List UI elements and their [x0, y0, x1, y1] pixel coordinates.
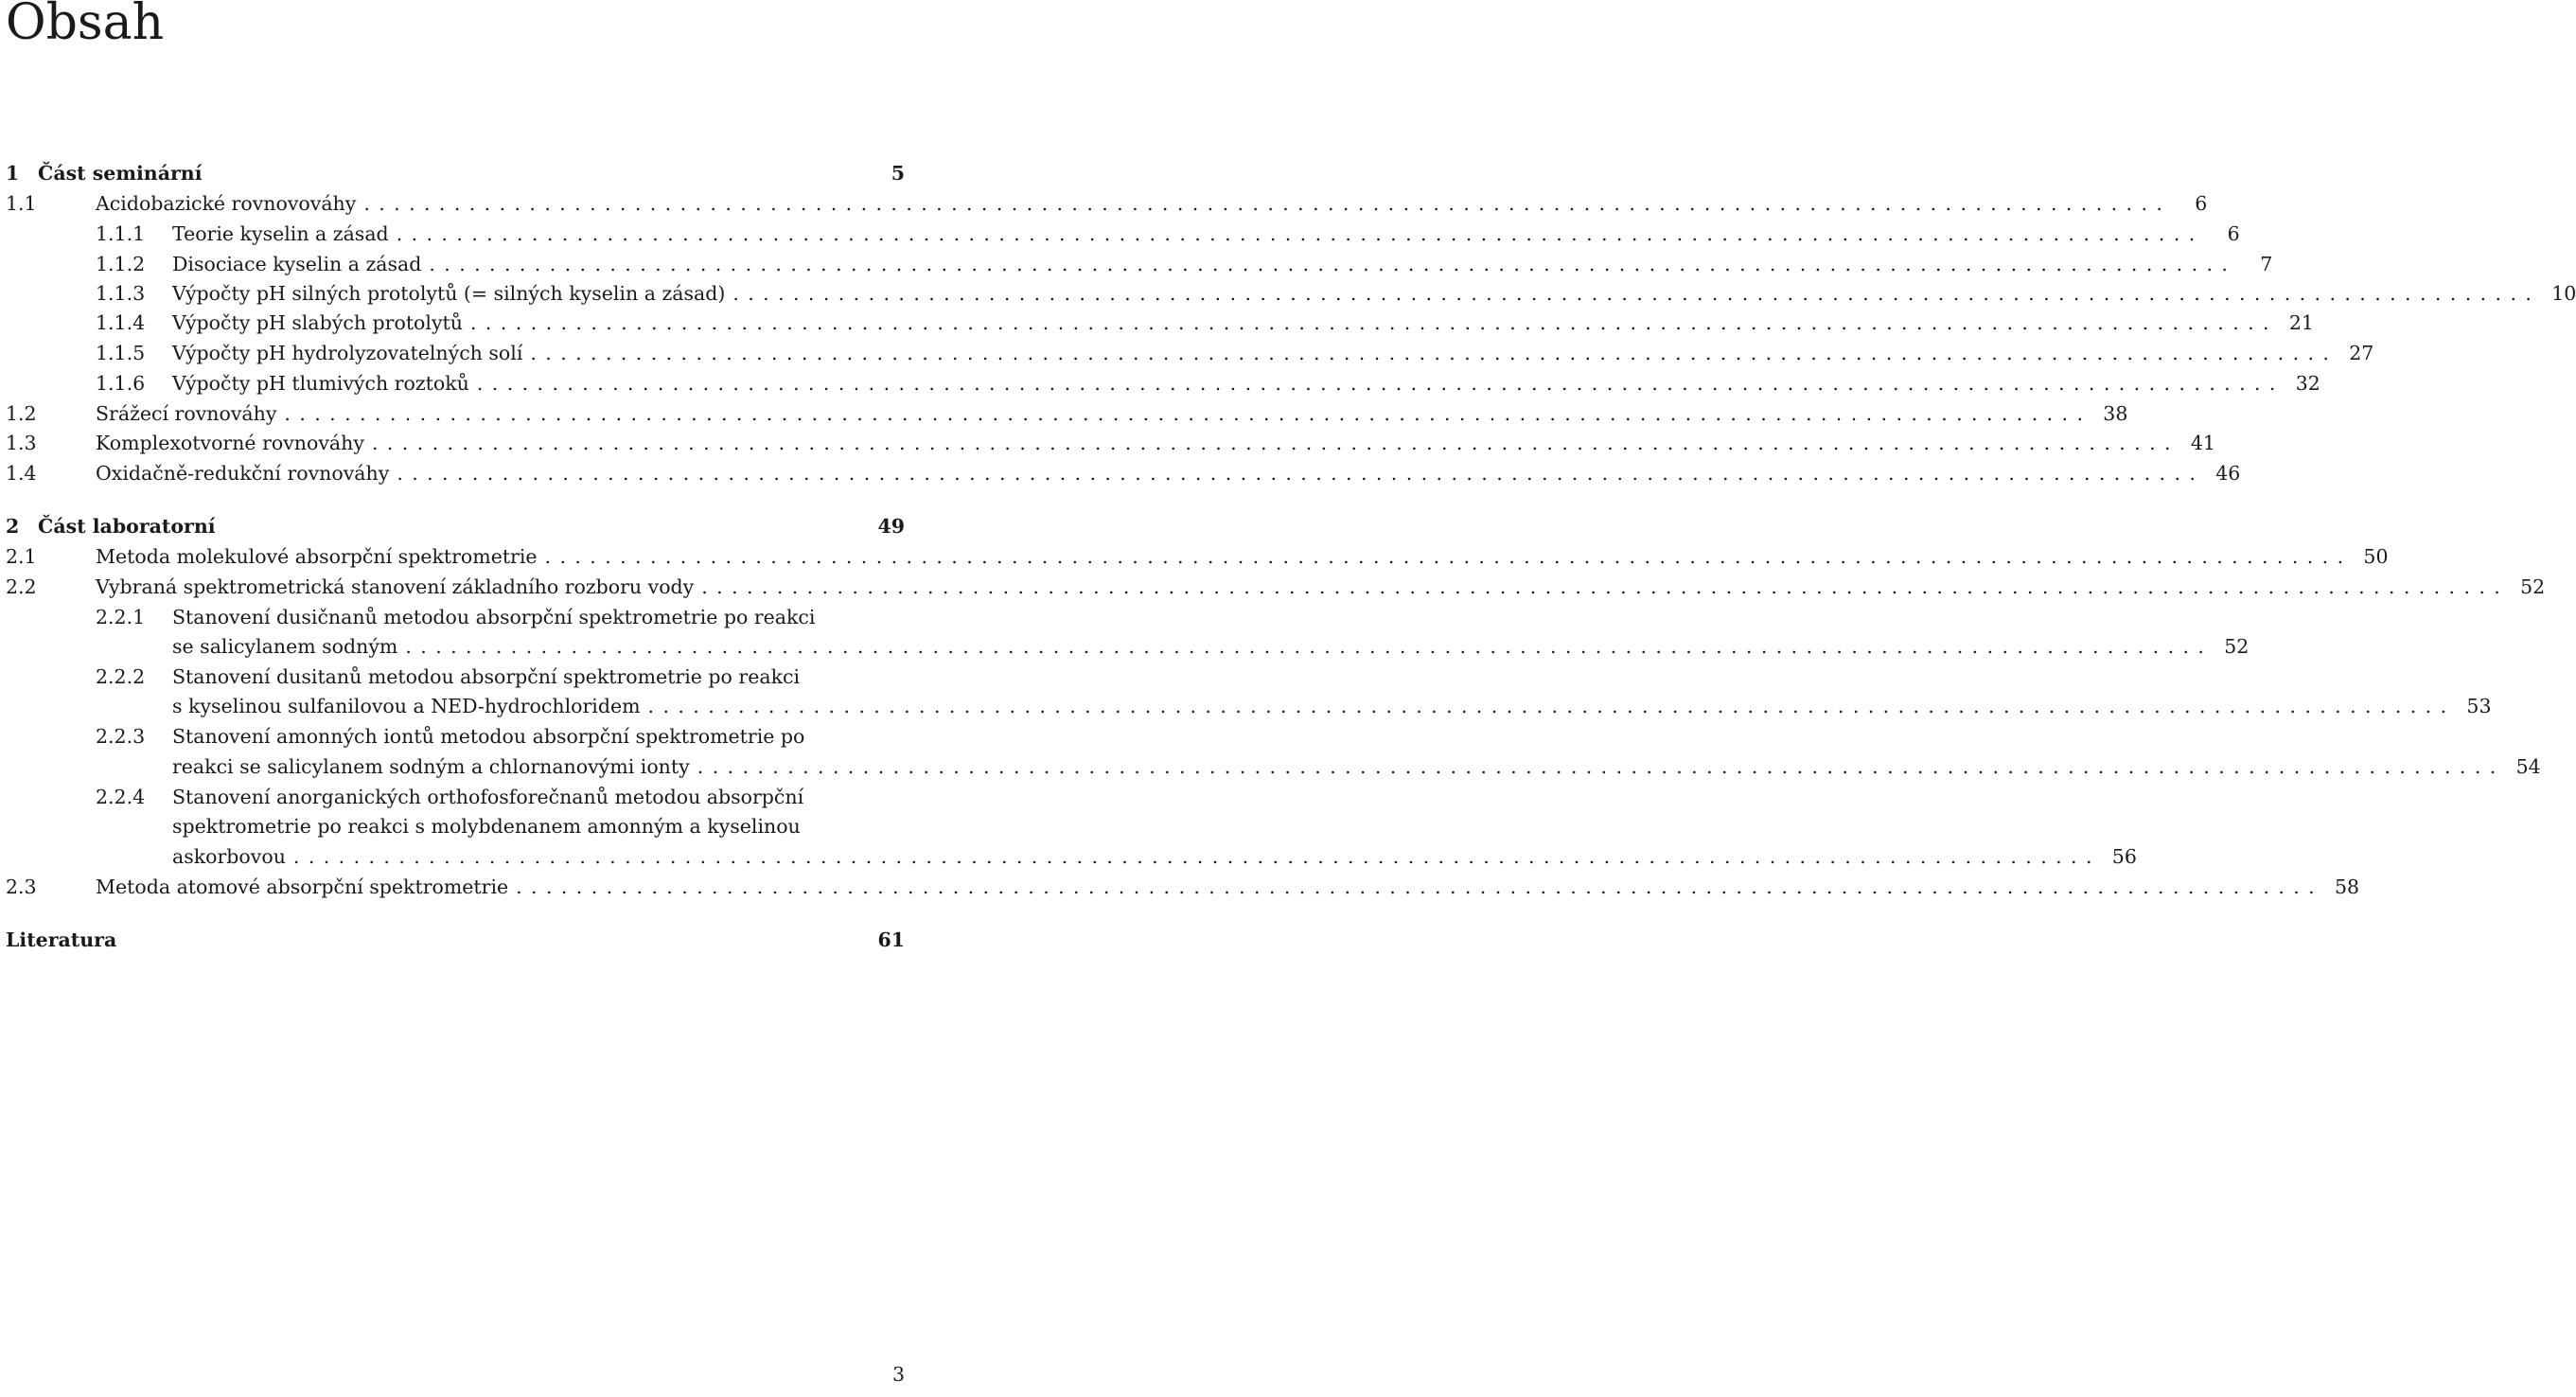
toc-entry-title: Disociace kyselin a zásad — [172, 253, 422, 275]
dot-leader: ........................................................................................................................ — [544, 545, 2353, 568]
toc-entry-title: Vybraná spektrometrická stanovení základního rozboru vody — [96, 575, 695, 598]
dot-leader: ........................................................................................................................ — [397, 462, 2205, 485]
toc-entry-page: 38 — [2103, 402, 2128, 425]
toc-entry-page: 5 — [891, 162, 905, 185]
dot-leader: ........................................................................................................................ — [405, 635, 2214, 658]
toc-entry-number: 1.1.3 — [96, 282, 146, 305]
toc-entry-page: 46 — [2215, 462, 2241, 485]
toc-entry-page: 10 — [2551, 282, 2576, 305]
toc-entry-page: 21 — [2288, 311, 2314, 334]
dot-leader: ........................................................................................................................ — [363, 192, 2172, 215]
toc-entry-page: 50 — [2363, 545, 2389, 568]
toc-entry-number: 1 — [6, 162, 20, 185]
dot-leader: ........................................................................................................................ — [516, 875, 2324, 898]
toc-entry-title: Část laboratorní — [38, 515, 216, 538]
toc-entry-number: 1.1.1 — [96, 222, 146, 245]
toc-entry[interactable] — [6, 369, 2320, 398]
toc-entry-title: Stanovení dusitanů metodou absorpční spektrometrie po reakci — [172, 665, 801, 688]
toc-entry-page: 41 — [2190, 432, 2215, 454]
toc-entry-title: s kyselinou sulfanilovou a NED-hydrochloridem — [172, 695, 641, 717]
toc-entry-number: 1.1.4 — [96, 311, 146, 334]
toc-entry-page: 27 — [2349, 342, 2374, 364]
dot-leader: ........................................................................................................................ — [429, 253, 2237, 275]
toc-entry[interactable] — [6, 632, 2250, 661]
toc-entry-title: Část seminární — [38, 162, 203, 185]
toc-entry-page: 52 — [2520, 575, 2546, 598]
toc-entry-title: Komplexotvorné rovnováhy — [96, 432, 364, 454]
toc-entry-page: 61 — [877, 928, 905, 951]
toc-entry-page: 32 — [2295, 372, 2320, 395]
toc-entry-page: 7 — [2260, 253, 2273, 275]
dot-leader: ........................................................................................................................ — [476, 372, 2285, 395]
toc-entry-number: 2.1 — [6, 545, 37, 568]
dot-leader: ........................................................................................................................ — [371, 432, 2179, 454]
toc-entry-number: 2 — [6, 515, 20, 538]
toc-entry[interactable] — [6, 752, 2541, 781]
toc-entry-number: 1.1.6 — [96, 372, 146, 395]
page-title: Obsah — [6, 0, 165, 51]
toc-entry-page: 53 — [2466, 695, 2492, 717]
toc-entry[interactable] — [6, 783, 905, 811]
toc-entry[interactable] — [6, 512, 905, 540]
toc-entry-title: se salicylanem sodným — [172, 635, 398, 658]
toc-entry-title: Stanovení amonných iontů metodou absorpční spektrometrie po — [172, 725, 805, 748]
toc-entry[interactable] — [6, 926, 905, 954]
toc-entry[interactable] — [6, 339, 2374, 367]
toc-entry-number: 1.2 — [6, 402, 37, 425]
dot-leader: ........................................................................................................................ — [530, 342, 2338, 364]
page-number: 3 — [891, 1363, 905, 1386]
toc-entry[interactable] — [6, 812, 905, 840]
toc-entry-page: 6 — [2195, 192, 2208, 215]
toc-entry[interactable] — [6, 309, 2314, 337]
toc-entry-title: Výpočty pH tlumivých roztoků — [172, 372, 469, 395]
toc-entry[interactable] — [6, 399, 2128, 428]
toc-entry[interactable] — [6, 159, 905, 187]
toc-entry-number: 2.2.3 — [96, 725, 146, 748]
toc-entry-number: 1.1.5 — [96, 342, 146, 364]
dot-leader: ........................................................................................................................ — [647, 695, 2456, 717]
toc-entry-title: Acidobazické rovnovováhy — [96, 192, 357, 215]
toc-entry-number: 1.1.2 — [96, 253, 146, 275]
toc-entry-number: 2.2 — [6, 575, 37, 598]
dot-leader: ........................................................................................................................ — [284, 402, 2092, 425]
toc-entry[interactable] — [6, 842, 2137, 871]
toc-entry-page: 54 — [2515, 755, 2541, 778]
dot-leader: ........................................................................................................................ — [701, 575, 2510, 598]
toc-entry[interactable] — [6, 603, 905, 631]
dot-leader: ........................................................................................................................ — [697, 755, 2505, 778]
toc-entry-title: Stanovení anorganických orthofosforečnanů metodou absorpční — [172, 786, 804, 808]
toc-entry-title: Výpočty pH hydrolyzovatelných solí — [172, 342, 523, 364]
toc-entry-title: askorbovou — [172, 845, 286, 868]
dot-leader: ........................................................................................................................ — [469, 311, 2278, 334]
toc-entry[interactable] — [6, 189, 2208, 218]
toc-entry-page: 49 — [877, 515, 905, 538]
toc-entry[interactable] — [6, 873, 2360, 901]
toc-entry-number: 1.1 — [6, 192, 37, 215]
toc-entry-number: 2.3 — [6, 875, 37, 898]
toc-entry-title: reakci se salicylanem sodným a chlornanovými ionty — [172, 755, 690, 778]
toc-entry[interactable] — [6, 573, 2546, 601]
toc-entry[interactable] — [6, 692, 2492, 720]
toc-entry-number: 2.2.1 — [96, 606, 146, 628]
dot-leader: ........................................................................................................................ — [396, 222, 2204, 245]
toc-entry-page: 58 — [2335, 875, 2360, 898]
toc-entry[interactable] — [6, 429, 2215, 457]
toc-entry-title: Výpočty pH slabých protolytů — [172, 311, 463, 334]
toc-entry-number: 1.3 — [6, 432, 37, 454]
dot-leader: ........................................................................................................................ — [732, 282, 2541, 305]
toc-entry-title: Stanovení dusičnanů metodou absorpční spektrometrie po reakci — [172, 606, 816, 628]
toc-entry[interactable] — [6, 220, 2240, 248]
toc-entry-title: Teorie kyselin a zásad — [172, 222, 389, 245]
toc-entry-title: Literatura — [6, 928, 117, 951]
toc-entry-page: 56 — [2111, 845, 2137, 868]
toc-entry-title: Výpočty pH silných protolytů (= silných kyselin a zásad) — [172, 282, 726, 305]
toc-entry-page: 52 — [2224, 635, 2250, 658]
toc-entry[interactable] — [6, 542, 2389, 571]
toc-entry-number: 2.2.4 — [96, 786, 146, 808]
toc-entry-title: Srážecí rovnováhy — [96, 402, 277, 425]
toc-entry[interactable] — [6, 663, 905, 691]
toc-entry-number: 2.2.2 — [96, 665, 146, 688]
toc-entry-title: Oxidačně-redukční rovnováhy — [96, 462, 390, 485]
toc-entry-title: spektrometrie po reakci s molybdenanem amonným a kyselinou — [172, 815, 801, 838]
toc-entry-number: 1.4 — [6, 462, 37, 485]
toc-entry[interactable] — [6, 459, 2241, 487]
toc-entry-title: Metoda atomové absorpční spektrometrie — [96, 875, 509, 898]
toc-entry-page: 6 — [2227, 222, 2240, 245]
toc-entry-title: Metoda molekulové absorpční spektrometrie — [96, 545, 538, 568]
toc-entry[interactable] — [6, 250, 2273, 278]
toc-entry[interactable] — [6, 279, 2576, 308]
dot-leader: ........................................................................................................................ — [292, 845, 2101, 868]
toc-entry[interactable] — [6, 722, 905, 751]
